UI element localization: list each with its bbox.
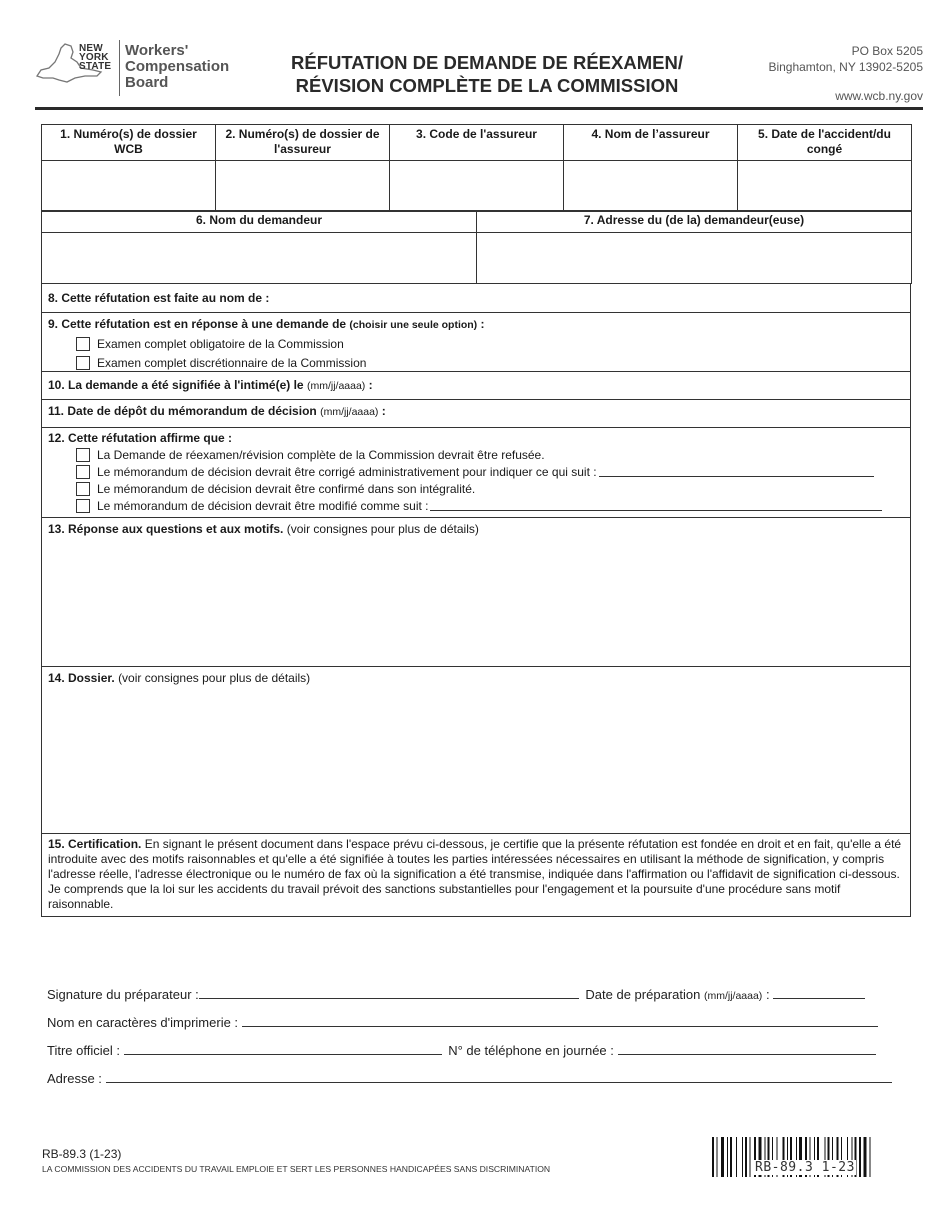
board-website-link[interactable]: www.wcb.ny.gov <box>835 89 923 103</box>
wcb-case-number-header: 1. Numéro(s) de dossier WCB <box>42 125 216 161</box>
wcb-case-number-field[interactable] <box>42 161 216 212</box>
daytime-phone-field[interactable] <box>618 1043 876 1055</box>
section-9-request-type: 9. Cette réfutation est en réponse à une demande de (choisir une seule option) : Examen complet obligatoire de la Commission Examen complet discrétionnaire de la Commission <box>41 313 911 372</box>
claimant-address-field[interactable] <box>477 233 912 284</box>
form-number: RB-89.3 (1-23) <box>42 1147 122 1161</box>
form-header <box>35 38 923 108</box>
accident-date-field[interactable] <box>738 161 912 212</box>
claimant-table <box>41 210 912 284</box>
section-13-response-area[interactable]: 13. Réponse aux questions et aux motifs. (voir consignes pour plus de détails) <box>41 518 911 667</box>
carrier-case-number-header: 2. Numéro(s) de dossier de l'assureur <box>216 125 390 161</box>
affirmed-entirety-checkbox[interactable] <box>76 482 90 496</box>
modified-checkbox[interactable] <box>76 499 90 513</box>
discretionary-review-checkbox[interactable] <box>76 356 90 370</box>
section-12-rebuttal-asserts: 12. Cette réfutation affirme que : La Demande de réexamen/révision complète de la Commission devrait être refusée. Le mémorandum de décision devrait être corrigé administrativement pour indiquer ce qui suit : Le mémorandum de décision devrait être confirmé dans son intégralité. Le mémorandum de décision devrait être modifié comme suit : <box>41 428 911 518</box>
nys-wcb-logo: NEW YORK STATE Workers' Compensation Board <box>35 38 235 102</box>
carrier-name-field[interactable] <box>564 161 738 212</box>
form-title: RÉFUTATION DE DEMANDE DE RÉEXAMEN/ RÉVISION COMPLÈTE DE LA COMMISSION <box>291 52 683 96</box>
section-15-certification: 15. Certification. En signant le présent document dans l'espace prévu ci-dessous, je certifie que la présente réfutation est fondée en droit et en fait, qu'elle a été introduite avec des motifs raisonnables et qu'elle a été signifiée à toutes les parties intéressées nécessaires en utilisant la méthode de signification, y compris l'adresse réelle, l'adresse électronique ou le numéro de fax où la signification a été transmise, indiquée dans l'affirmation ou l'affidavit de signification ci-dessous. Je comprends que la loi sur les accidents du travail prévoit des sanctions substantielles pour l'engagement et la poursuite d'une procédure sans motif raisonnable. <box>41 834 911 917</box>
preparation-date-field[interactable] <box>773 987 865 999</box>
board-address: PO Box 5205 Binghamton, NY 13902-5205 <box>768 44 923 74</box>
section-14-record-area[interactable]: 14. Dossier. (voir consignes pour plus de détails) <box>41 667 911 834</box>
modification-line[interactable] <box>430 500 882 511</box>
accident-date-header: 5. Date de l'accident/du congé <box>738 125 912 161</box>
official-title-line[interactable]: Titre officiel : N° de téléphone en journée : <box>47 1043 876 1058</box>
claimant-name-field[interactable] <box>42 233 477 284</box>
carrier-code-header: 3. Code de l'assureur <box>390 125 564 161</box>
printed-name-line[interactable]: Nom en caractères d'imprimerie : <box>47 1015 878 1030</box>
preparer-signature-line[interactable]: Signature du préparateur : Date de préparation (mm/jj/aaaa) : <box>47 987 865 1002</box>
carrier-case-number-field[interactable] <box>216 161 390 212</box>
mandatory-review-checkbox[interactable] <box>76 337 90 351</box>
address-line[interactable]: Adresse : <box>47 1071 892 1086</box>
request-denied-checkbox[interactable] <box>76 448 90 462</box>
nondiscrimination-notice: LA COMMISSION DES ACCIDENTS DU TRAVAIL EMPLOIE ET SERT LES PERSONNES HANDICAPÉES SANS DISCRIMINATION <box>42 1164 551 1174</box>
carrier-code-field[interactable] <box>390 161 564 212</box>
claimant-name-header: 6. Nom du demandeur <box>42 211 477 233</box>
section-11-filing-date[interactable]: 11. Date de dépôt du mémorandum de décision (mm/jj/aaaa) : <box>41 400 911 428</box>
claim-info-table <box>41 124 912 212</box>
carrier-name-header: 4. Nom de l’assureur <box>564 125 738 161</box>
section-10-served-date[interactable]: 10. La demande a été signifiée à l'intimé(e) le (mm/jj/aaaa) : <box>41 372 911 400</box>
administrative-correction-checkbox[interactable] <box>76 465 90 479</box>
correction-line[interactable] <box>599 466 874 477</box>
header-divider <box>35 107 923 110</box>
barcode-label: RB-89.3 1-23 <box>755 1160 855 1175</box>
claimant-address-header: 7. Adresse du (de la) demandeur(euse) <box>477 211 912 233</box>
section-8-on-behalf-of[interactable]: 8. Cette réfutation est faite au nom de : <box>41 284 911 313</box>
